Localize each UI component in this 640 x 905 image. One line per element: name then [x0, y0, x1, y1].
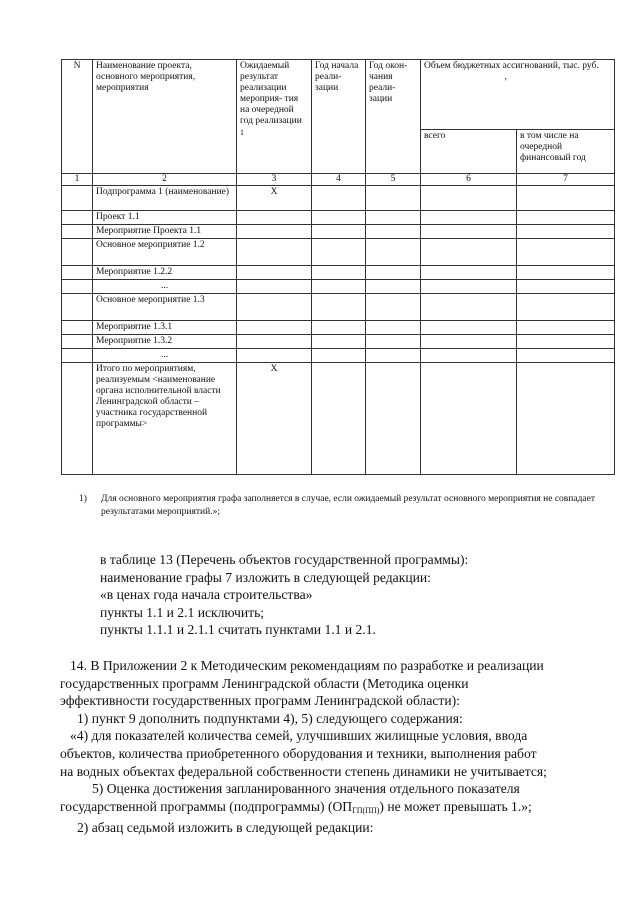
header-total: всего [421, 130, 517, 174]
row-name: Мероприятие 1.2.2 [93, 266, 237, 280]
row-name: Проект 1.1 [93, 211, 237, 225]
header-budget-text: Объем бюджетных ассигнований, тыс. руб. [424, 61, 599, 71]
table-row [62, 294, 615, 321]
header-budget [421, 60, 615, 130]
col-num-5: 5 [366, 174, 421, 186]
row-mark [237, 321, 312, 335]
line-text: государственной программы (подпрограммы) (ОП [60, 798, 353, 814]
row-name: Основное мероприятие 1.3 [93, 294, 237, 321]
row-mark: Х [237, 363, 312, 475]
row-mark [237, 335, 312, 349]
paragraph-line: «в ценах года начала строительства» [100, 587, 313, 603]
col-num-1: 1 [62, 174, 93, 186]
column-numbers-row [62, 174, 615, 186]
header-next-year: в том числе на очередной финансовый год [517, 130, 615, 174]
row-mark: Х [237, 186, 312, 211]
paragraph-line: 14. В Приложении 2 к Методическим рекомендациям по разработке и реализации [70, 658, 544, 673]
row-name: ... [93, 349, 237, 363]
footnote-text: Для основного мероприятия графа заполняется в случае, если ожидаемый результат основного мероприятия не совпадает результатами мероприятий.»; [101, 494, 596, 517]
row-mark [237, 225, 312, 239]
section-14 [60, 657, 612, 837]
row-name: Подпрограмма 1 (наименование) [93, 186, 237, 211]
col-num-3: 3 [237, 174, 312, 186]
row-mark [237, 239, 312, 266]
col-num-4: 4 [312, 174, 366, 186]
paragraph-line [60, 798, 612, 820]
header-expected-sup: 1 [240, 128, 244, 137]
row-mark [237, 294, 312, 321]
paragraph-line: 1) пункт 9 дополнить подпунктами 4), 5) следующего содержания: [77, 710, 463, 726]
row-mark [237, 266, 312, 280]
paragraph-line: на водных объектах федеральной собственности степень динамики не учитывается; [60, 763, 547, 779]
row-mark [237, 211, 312, 225]
header-name: Наименование проекта, основного мероприятия, мероприятия [93, 60, 237, 174]
header-n: N [62, 60, 93, 174]
table13-amendments [60, 551, 612, 639]
row-name: Итого по мероприятиям, реализуемым <наименование органа исполнительной власти Ленинградской области – участника государственной программы> [93, 363, 237, 475]
paragraph-line: эффективности государственных программ Ленинградской области): [60, 693, 460, 709]
table-row [62, 186, 615, 211]
row-name: Основное мероприятие 1.2 [93, 239, 237, 266]
paragraph-line: 5) Оценка достижения запланированного значения отдельного показателя [92, 781, 520, 797]
row-mark [237, 349, 312, 363]
table-row [62, 321, 615, 335]
table-row [62, 225, 615, 239]
row-name: ... [93, 280, 237, 294]
paragraph-line: наименование графы 7 изложить в следующей редакции: [100, 569, 431, 585]
paragraph-line: пункты 1.1.1 и 2.1.1 считать пунктами 1.1 и 2.1. [100, 622, 376, 638]
row-name: Мероприятие 1.3.1 [93, 321, 237, 335]
table-row [62, 266, 615, 280]
paragraph-line: объектов, количества приобретенного оборудования и техники, выполнения работ [60, 745, 537, 761]
header-expected-text: Ожидаемый результат реализации мероприя- тия на очередной год реализации [240, 61, 302, 126]
paragraph-line: в таблице 13 (Перечень объектов государственной программы): [100, 552, 469, 567]
objects-table [61, 59, 615, 475]
table-row [62, 280, 615, 294]
footnote-mark: 1) [79, 494, 87, 504]
paragraph-line: 2) абзац седьмой изложить в следующей редакции: [77, 820, 374, 836]
col-num-2: 2 [93, 174, 237, 186]
header-budget-mark: ‚ [504, 72, 508, 82]
table-row [62, 349, 615, 363]
row-name: Мероприятие 1.3.2 [93, 335, 237, 349]
line-text: ) не может превышать 1.»; [379, 798, 532, 814]
header-expected [237, 60, 312, 174]
subscript: ГП(ПП) [352, 805, 380, 815]
col-num-6: 6 [421, 174, 517, 186]
header-start-year: Год начала реали- зации [312, 60, 366, 174]
table-row [62, 335, 615, 349]
paragraph-line: «4) для показателей количества семей, улучшивших жилищные условия, ввода [70, 728, 528, 744]
table-row [62, 239, 615, 266]
table-row [62, 363, 615, 475]
row-name: Мероприятие Проекта 1.1 [93, 225, 237, 239]
table-row [62, 211, 615, 225]
col-num-7: 7 [517, 174, 615, 186]
paragraph-line: пункты 1.1 и 2.1 исключить; [100, 604, 265, 620]
paragraph-line: государственных программ Ленинградской области (Методика оценки [60, 675, 469, 691]
header-end-year: Год окон- чания реали- зации [366, 60, 421, 174]
footnote [79, 493, 599, 519]
row-mark [237, 280, 312, 294]
